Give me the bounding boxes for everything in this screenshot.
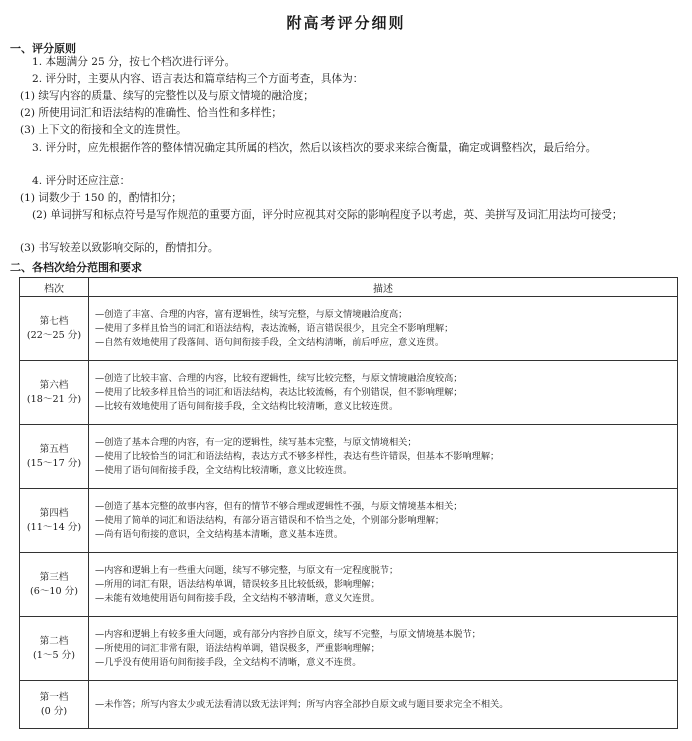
level-range: (6～10 分) xyxy=(29,585,79,597)
level-range: (11～14 分) xyxy=(26,521,82,533)
s1-p2-item3: (3) 上下文的衔接和全文的连贯性。 xyxy=(20,124,187,136)
description-line: —使用了简单的词汇和语法结构，有部分语言错误和不恰当之处，个别部分影响理解； xyxy=(95,514,445,526)
table-row xyxy=(20,297,678,361)
col-level-header: 档次 xyxy=(20,278,89,297)
level-name: 第三档 xyxy=(39,571,69,583)
s1-p4: 4. 评分时还应注意： xyxy=(32,175,131,187)
description-line: —比较有效地使用了语句间衔接手段，全文结构比较清晰，意义比较连贯。 xyxy=(95,400,399,412)
level-range: (18～21 分) xyxy=(26,393,82,405)
level-range: (0 分) xyxy=(40,705,68,717)
table-row xyxy=(20,681,678,729)
table-row xyxy=(20,553,678,617)
table-row xyxy=(20,489,678,553)
s1-p2-item1: (1) 续写内容的质量、续写的完整性以及与原文情境的融洽度； xyxy=(20,90,314,102)
level-name: 第四档 xyxy=(39,507,69,519)
description-line: —所使用的词汇非常有限，语法结构单调，错误极多，严重影响理解； xyxy=(95,642,380,654)
description-line: —尚有语句衔接的意识，全文结构基本清晰，意义基本连贯。 xyxy=(95,528,344,540)
table-header-row xyxy=(20,278,678,297)
description-line: —使用了比较恰当的词汇和语法结构，表达方式不够多样性，表达有些许错误，但基本不影响理解； xyxy=(95,450,500,462)
level-cell xyxy=(20,297,89,361)
s1-p1: 1. 本题满分 25 分，按七个档次进行评分。 xyxy=(32,56,236,68)
document-title: 附高考评分细则 xyxy=(286,14,406,32)
description-cell xyxy=(89,553,678,617)
description-line: —创造了基本完整的故事内容，但有的情节不够合理或逻辑性不强，与原文情境基本相关； xyxy=(95,500,463,512)
level-range: (22～25 分) xyxy=(26,329,82,341)
description-line: —所用的词汇有限，语法结构单调，错误较多且比较低级，影响理解； xyxy=(95,578,380,590)
level-cell xyxy=(20,425,89,489)
level-cell xyxy=(20,361,89,425)
description-line: —未作答；所写内容太少或无法看清以致无法评判；所写内容全部抄自原文或与题目要求完全不相关。 xyxy=(95,698,509,710)
description-line: —内容和逻辑上有一些重大问题，续写不够完整，与原文有一定程度脱节； xyxy=(95,564,399,576)
s1-p3: 3. 评分时，应先根据作答的整体情况确定其所属的档次，然后以该档次的要求来综合衡量，确定或调整档次，最后给分。 xyxy=(32,142,597,154)
level-cell xyxy=(20,617,89,681)
level-name: 第一档 xyxy=(39,691,69,703)
description-line: —创造了比较丰富、合理的内容，比较有逻辑性，续写比较完整，与原文情境融洽度较高； xyxy=(95,372,463,384)
s1-p4-item2: (2) 单词拼写和标点符号是写作规范的重要方面，评分时应视其对交际的影响程度予以考虑，英、美拼写及词汇用法均可接受； xyxy=(32,209,623,221)
col-desc-header: 描述 xyxy=(89,278,678,297)
description-cell xyxy=(89,297,678,361)
level-name: 第六档 xyxy=(39,379,69,391)
level-name: 第七档 xyxy=(39,315,69,327)
description-line: —使用了比较多样且恰当的词汇和语法结构，表达比较流畅，有个别错误，但不影响理解； xyxy=(95,386,463,398)
level-name: 第五档 xyxy=(39,443,69,455)
level-name: 第二档 xyxy=(39,635,69,647)
level-range: (1～5 分) xyxy=(33,649,75,661)
s1-p4-item1: (1) 词数少于 150 的，酌情扣分； xyxy=(20,192,182,204)
description-cell xyxy=(89,681,678,729)
level-cell xyxy=(20,489,89,553)
s1-p2: 2. 评分时，主要从内容、语言表达和篇章结构三个方面考查，具体为： xyxy=(32,73,364,85)
s1-p4-item3: (3) 书写较差以致影响交际的，酌情扣分。 xyxy=(20,242,219,254)
description-cell xyxy=(89,489,678,553)
table-row xyxy=(20,361,678,425)
table-row xyxy=(20,617,678,681)
level-cell xyxy=(20,553,89,617)
s1-p2-item2: (2) 所使用词汇和语法结构的准确性、恰当性和多样性； xyxy=(20,107,283,119)
table-row xyxy=(20,425,678,489)
description-line: —使用了多样且恰当的词汇和语法结构，表达流畅，语言错误很少，且完全不影响理解； xyxy=(95,322,454,334)
description-line: —未能有效地使用语句间衔接手段，全文结构不够清晰，意义欠连贯。 xyxy=(95,592,380,604)
section2-heading: 二、各档次给分范围和要求 xyxy=(10,261,142,274)
description-line: —内容和逻辑上有较多重大问题，或有部分内容抄自原文，续写不完整，与原文情境基本脱节； xyxy=(95,628,481,640)
description-line: —创造了基本合理的内容，有一定的逻辑性，续写基本完整，与原文情境相关； xyxy=(95,436,417,448)
level-range: (15～17 分) xyxy=(26,457,82,469)
description-line: —自然有效地使用了段落间、语句间衔接手段，全文结构清晰，前后呼应，意义连贯。 xyxy=(95,336,445,348)
level-cell xyxy=(20,681,89,729)
description-line: —使用了语句间衔接手段，全文结构比较清晰，意义比较连贯。 xyxy=(95,464,353,476)
scoring-table xyxy=(19,277,678,729)
description-cell xyxy=(89,617,678,681)
section1-heading: 一、评分原则 xyxy=(10,42,76,55)
description-cell xyxy=(89,425,678,489)
description-line: —几乎没有使用语句间衔接手段，全文结构不清晰，意义不连贯。 xyxy=(95,656,362,668)
description-line: —创造了丰富、合理的内容，富有逻辑性，续写完整，与原文情境融洽度高； xyxy=(95,308,408,320)
description-cell xyxy=(89,361,678,425)
